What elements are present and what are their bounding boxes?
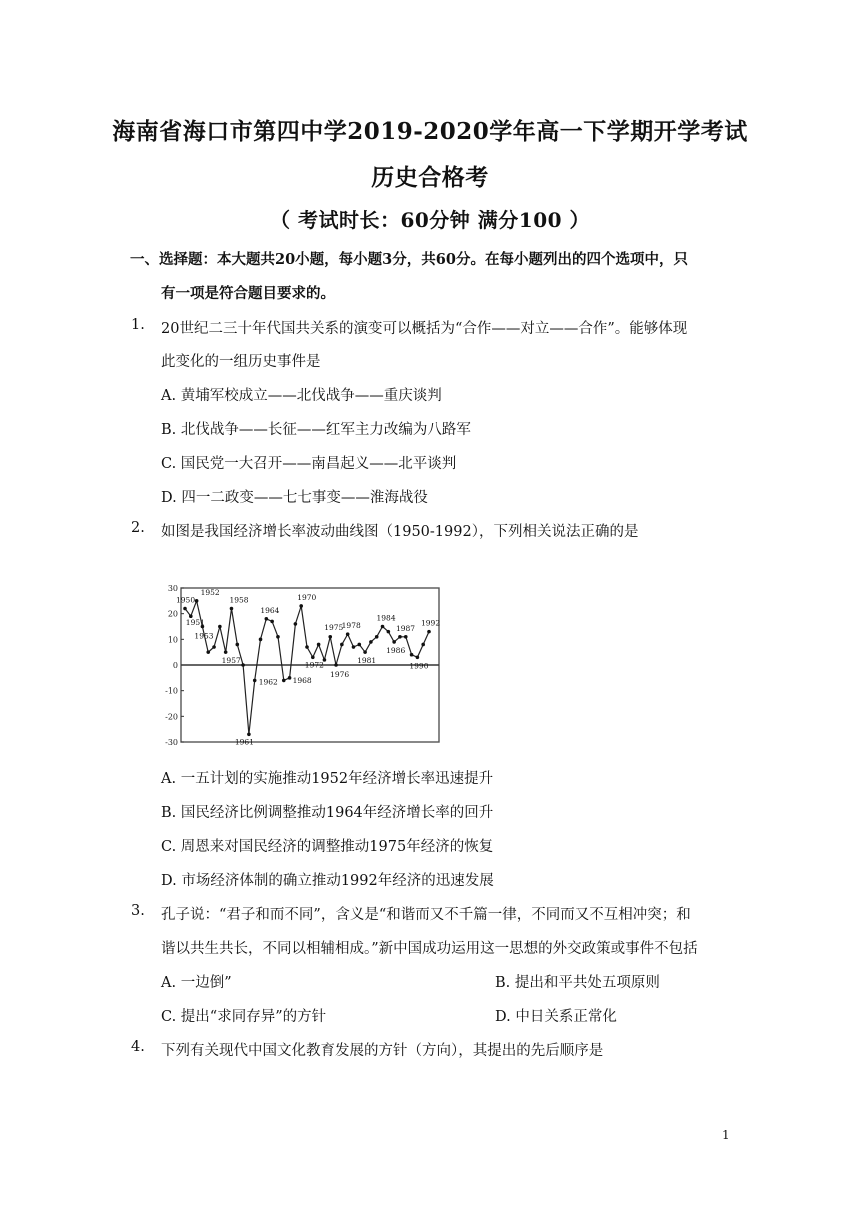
year-annotation: 1957 <box>221 656 241 666</box>
data-point <box>381 625 385 629</box>
data-point <box>404 635 408 639</box>
year-annotation: 1978 <box>341 621 361 631</box>
data-point <box>299 604 303 608</box>
y-tick-label: 0 <box>172 661 178 670</box>
data-point <box>259 638 263 642</box>
data-point <box>206 650 210 654</box>
year-annotation: 1990 <box>409 661 429 671</box>
question-3-option-b[interactable]: B. 提出和平共处五项原则 <box>495 975 660 991</box>
year-annotation: 1958 <box>229 595 249 605</box>
data-point <box>195 599 199 603</box>
y-tick-label: -20 <box>165 712 178 722</box>
data-point <box>398 635 402 639</box>
data-point <box>288 676 292 680</box>
data-point <box>230 607 234 611</box>
question-1-number: 1. <box>131 317 145 333</box>
data-point <box>427 630 431 634</box>
data-point <box>218 625 222 629</box>
question-3-stem-line2: 谐以共生共长，不同以相辅相成。”新中国成功运用这一思想的外交政策或事件不包括 <box>161 941 698 957</box>
data-point <box>363 650 367 654</box>
question-2-option-c[interactable]: C. 周恩来对国民经济的调整推动1975年经济的恢复 <box>161 839 494 855</box>
year-annotation: 1972 <box>304 660 324 670</box>
data-point <box>375 635 379 639</box>
year-annotation: 1970 <box>297 592 317 602</box>
data-point <box>311 656 315 660</box>
data-point <box>183 607 187 611</box>
data-point <box>276 635 280 639</box>
data-point <box>387 630 391 634</box>
data-point <box>247 733 251 737</box>
data-point <box>241 663 245 667</box>
section-heading-line1: 一、选择题：本大题共20小题，每小题3分，共60分。在每小题列出的四个选项中，只 <box>130 251 688 268</box>
question-2-option-a[interactable]: A. 一五计划的实施推动1952年经济增长率迅速提升 <box>161 771 494 787</box>
year-annotation: 1975 <box>324 622 344 632</box>
section-heading-line2: 有一项是符合题目要求的。 <box>161 285 335 302</box>
year-annotation: 1984 <box>376 613 396 623</box>
data-point <box>282 679 286 683</box>
year-annotation: 1976 <box>330 670 350 679</box>
question-1-option-b[interactable]: B. 北伐战争——长征——红军主力改编为八路军 <box>161 422 471 438</box>
data-point <box>416 656 420 660</box>
year-annotation: 1964 <box>260 605 280 615</box>
data-point <box>212 645 216 649</box>
year-annotation: 1950 <box>176 595 196 605</box>
data-point <box>410 653 414 657</box>
y-tick-label: -30 <box>165 738 178 747</box>
question-1-stem-line1: 20世纪二三十年代国共关系的演变可以概括为“合作——对立——合作”。能够体现 <box>161 321 688 337</box>
question-1-option-a[interactable]: A. 黄埔军校成立——北伐战争——重庆谈判 <box>161 388 442 404</box>
y-tick-label: -10 <box>165 686 178 696</box>
year-annotation: 1962 <box>258 677 278 687</box>
year-annotation: 1951 <box>185 618 205 628</box>
year-annotation: 1987 <box>395 623 416 633</box>
y-tick-label: 10 <box>167 635 178 645</box>
question-3-option-a[interactable]: A. 一边倒” <box>161 975 232 991</box>
data-point <box>235 643 239 647</box>
question-2-stem-line1: 如图是我国经济增长率波动曲线图（1950-1992），下列相关说法正确的是 <box>161 524 639 540</box>
growth-rate-chart <box>155 580 445 750</box>
data-point <box>392 640 396 644</box>
data-point <box>294 622 298 626</box>
data-point <box>317 643 321 647</box>
question-1-stem-line2: 此变化的一组历史事件是 <box>161 354 321 370</box>
question-1-option-c[interactable]: C. 国民党一大召开——南昌起义——北平谈判 <box>161 456 457 472</box>
data-point <box>340 643 344 647</box>
growth-rate-chart-svg <box>155 580 445 750</box>
question-2-option-d[interactable]: D. 市场经济体制的确立推动1992年经济的迅速发展 <box>161 873 494 889</box>
question-2-number: 2. <box>131 520 145 536</box>
data-point <box>328 635 332 639</box>
document-title-line1: 海南省海口市第四中学2019-2020学年高一下学期开学考试 <box>112 118 748 145</box>
data-point <box>352 645 356 649</box>
exam-info: （ 考试时长：60分钟 满分100 ） <box>270 208 590 232</box>
year-annotation: 1961 <box>234 737 254 747</box>
data-point <box>253 679 257 683</box>
year-annotation: 1981 <box>357 656 377 666</box>
year-annotation: 1968 <box>292 675 312 685</box>
data-point <box>357 643 361 647</box>
data-point <box>305 645 309 649</box>
data-point <box>334 663 338 667</box>
data-point <box>270 620 274 624</box>
year-annotation: 1953 <box>194 631 214 641</box>
year-annotation: 1986 <box>386 645 406 655</box>
y-tick-label: 20 <box>167 609 178 619</box>
y-tick-label: 30 <box>167 584 178 593</box>
question-1-option-d[interactable]: D. 四一二政变——七七事变——淮海战役 <box>161 490 428 506</box>
data-point <box>421 643 425 647</box>
question-4-number: 4. <box>131 1039 145 1055</box>
data-point <box>224 650 228 654</box>
question-4-stem-line1: 下列有关现代中国文化教育发展的方针（方向），其提出的先后顺序是 <box>161 1043 604 1059</box>
data-point <box>369 640 373 644</box>
question-2-option-b[interactable]: B. 国民经济比例调整推动1964年经济增长率的回升 <box>161 805 494 821</box>
question-3-option-d[interactable]: D. 中日关系正常化 <box>495 1009 617 1025</box>
question-3-option-c[interactable]: C. 提出“求同存异”的方针 <box>161 1009 327 1025</box>
document-title-line2: 历史合格考 <box>371 164 489 191</box>
year-annotation: 1992 <box>421 618 441 628</box>
page-number: 1 <box>722 1128 730 1142</box>
data-point <box>346 632 350 636</box>
year-annotation: 1952 <box>200 587 220 597</box>
question-3-stem-line1: 孔子说：“君子和而不同”，含义是“和谐而又不千篇一律，不同而又不互相冲突；和 <box>161 907 691 923</box>
question-3-number: 3. <box>131 903 145 919</box>
data-point <box>265 617 269 621</box>
